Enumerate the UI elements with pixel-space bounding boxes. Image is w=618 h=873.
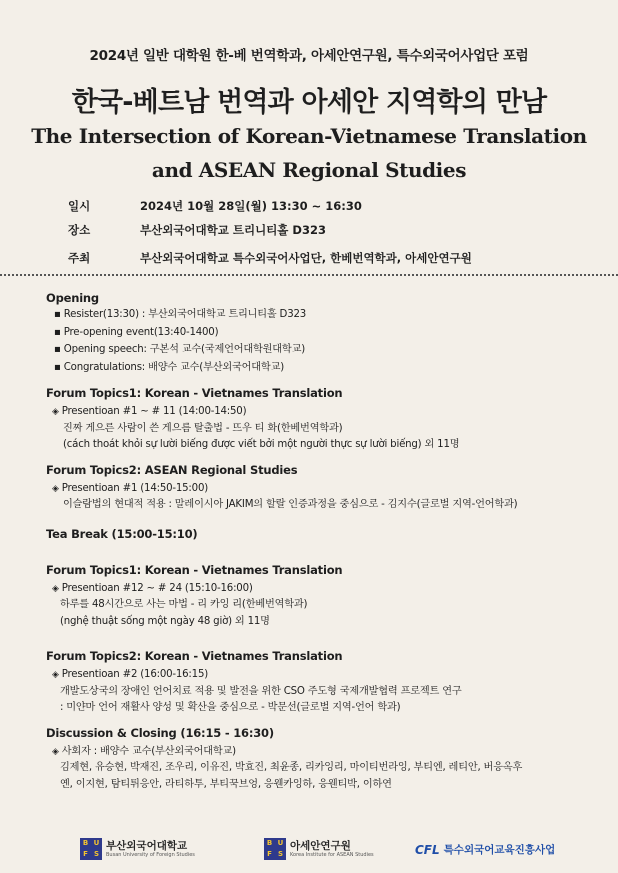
info-host-value: 부산외국어대학교 특수외국어사업단, 한베번역학과, 아세안연구원	[140, 251, 472, 265]
title-english-line-2: and ASEAN Regional Studies	[151, 158, 467, 182]
mark-letter: U	[93, 839, 100, 847]
topic1a-line: (cách thoát khỏi sự lười biếng được viết bởi một người thực sự lười biếng) 외 11명	[63, 439, 460, 450]
section-topic1b-title: Forum Topics1: Korean - Vietnames Translation	[46, 562, 343, 577]
asean-logo-name: 아세안연구원	[290, 839, 351, 852]
bufs-logo	[80, 838, 195, 860]
topic1b-line: (nghệ thuật sống một ngày 48 giờ) 외 11명	[60, 615, 270, 627]
participants-line: 김제현, 유승현, 박재진, 조우리, 이유진, 박효진, 최윤종, 리카잉리, 마이티번라잉, 부티엔, 레티안, 버응옥후	[60, 762, 523, 773]
info-date	[68, 198, 362, 214]
opening-item: ▪ Congratulations: 배양수 교수(부산외국어대학교)	[46, 360, 588, 377]
diamond-bullet-icon: ◈	[52, 746, 59, 757]
dotted-divider	[0, 274, 618, 276]
topic1b-line: 하루를 48시간으로 사는 마법 - 리 카잉 리(한베번역학과)	[60, 599, 308, 610]
topic2a-presentation	[46, 481, 588, 498]
opening-item: ▪ Opening speech: 구본석 교수(국제언어대학원대학교)	[46, 342, 588, 359]
opening-item: ▪ Resister(13:30) : 부산외국어대학교 트리니티홀 D323	[46, 307, 588, 324]
diamond-bullet-icon: ◈	[52, 670, 59, 680]
info-host	[68, 250, 472, 266]
mark-letter: B	[82, 839, 89, 847]
footer-logos	[0, 838, 618, 868]
presentation-label: Presentioan #1 (14:50-15:00)	[61, 482, 209, 494]
topic1a-line: 진짜 게으른 사람이 쓴 게으름 탈출법 - 뜨우 티 화(한베번역학과)	[63, 422, 343, 434]
section-tea-break: Tea Break (15:00-15:10)	[46, 526, 198, 541]
section-topic2a-title: Forum Topics2: ASEAN Regional Studies	[46, 462, 298, 477]
asean-institute-logo	[264, 838, 374, 860]
mark-letter: B	[266, 839, 273, 847]
cfl-logo-name: 특수외국어교육진흥사업	[443, 844, 556, 856]
bufs-mark-icon	[80, 838, 102, 860]
asean-mark-icon	[264, 838, 286, 860]
section-topic1a-title: Forum Topics1: Korean - Vietnames Translation	[46, 386, 343, 400]
section-closing-title: Discussion & Closing (16:15 - 16:30)	[46, 725, 274, 740]
diamond-bullet-icon: ◈	[52, 483, 59, 494]
section-topic2b-title: Forum Topics2: Korean - Vietnames Translation	[46, 649, 343, 663]
participants-line: 옌, 이지현, 탐티튀응안, 라티하투, 부티꾹브엉, 응웬카잉하, 응웬티박, 이하연	[60, 778, 392, 790]
info-place-label: 장소	[68, 223, 91, 237]
closing-moderator	[46, 744, 588, 761]
title-korean: 한국-베트남 번역과 아세안 지역학의 만남	[71, 87, 547, 118]
mark-letter: F	[267, 850, 272, 858]
info-host-label: 주최	[68, 251, 91, 265]
section-opening-title: Opening	[46, 291, 99, 305]
cfl-logo-prefix: CFL	[415, 842, 440, 857]
title-english-line-1: The Intersection of Korean-Vietnamese Translation	[31, 124, 587, 148]
diamond-bullet-icon: ◈	[52, 407, 59, 417]
topic2b-presentation	[46, 667, 588, 684]
presentation-label: Presentioan #12 ~ # 24 (15:10-16:00)	[61, 582, 253, 594]
opening-item: ▪ Pre-opening event(13:40-1400)	[46, 325, 588, 342]
forum-subtitle: 2024년 일반 대학원 한-베 번역학과, 아세안연구원, 특수외국어사업단 포럼	[89, 48, 529, 64]
mark-letter: S	[93, 850, 100, 858]
topic2a-line: 이슬람법의 현대적 적용 : 말레이시아 JAKIM의 할랄 인증과정을 중심으로 - 김지수(글로벌 지역-언어학과)	[63, 499, 518, 510]
info-date-label: 일시	[68, 199, 91, 213]
bufs-logo-name: 부산외국어대학교	[106, 839, 188, 852]
asean-logo-sub: Korea Institute for ASEAN Studies	[290, 851, 374, 858]
info-place-value: 부산외국어대학교 트리니티홀 D323	[140, 223, 326, 237]
mark-letter: F	[83, 850, 88, 858]
bufs-logo-sub: Busan University of Foreign Studies	[106, 851, 195, 858]
presentation-label: Presentioan #2 (16:00-16:15)	[61, 669, 209, 680]
topic2b-line: 개발도상국의 장애인 언어치료 적용 및 발전을 위한 CSO 주도형 국제개발협력 프로젝트 연구	[60, 685, 462, 697]
presentation-label: Presentioan #1 ~ # 11 (14:00-14:50)	[61, 406, 247, 417]
moderator-label: 사회자 : 배양수 교수(부산외국어대학교)	[61, 745, 236, 757]
info-place	[68, 222, 326, 238]
diamond-bullet-icon: ◈	[52, 583, 59, 594]
mark-letter: S	[277, 850, 284, 858]
info-date-value: 2024년 10월 28일(월) 13:30 ~ 16:30	[140, 199, 362, 213]
topic1a-presentation	[46, 404, 588, 421]
mark-letter: U	[277, 839, 284, 847]
agenda	[46, 290, 588, 793]
topic1b-presentation	[46, 581, 588, 598]
topic2b-line: : 미얀마 언어 재활사 양성 및 확산을 중심으로 - 박문선(글로벌 지역-언어 학과)	[60, 702, 401, 713]
cfl-logo	[415, 842, 555, 857]
